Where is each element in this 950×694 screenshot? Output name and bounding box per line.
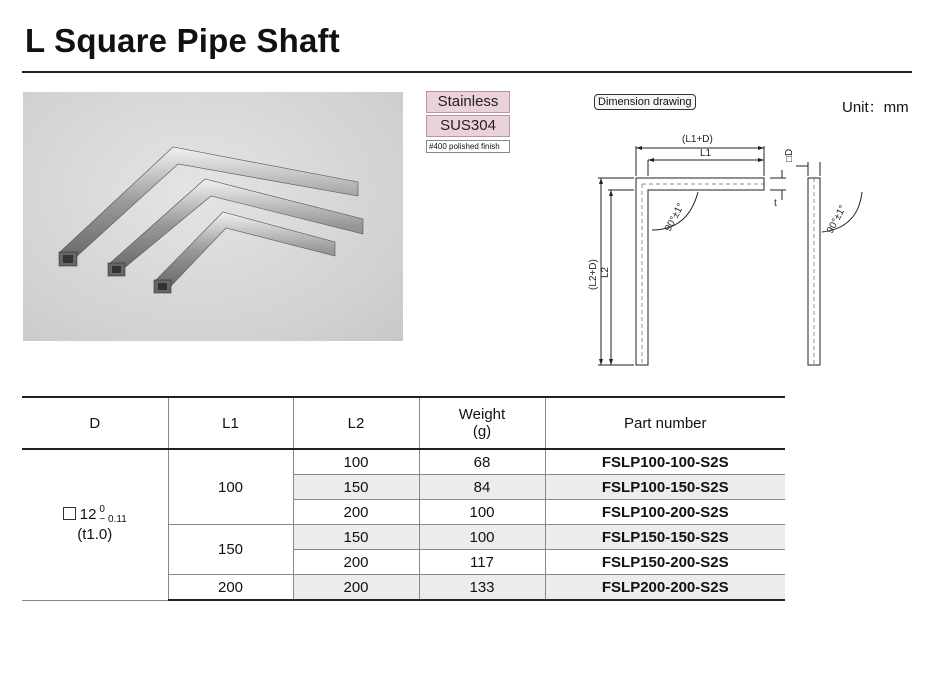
material-spec bbox=[426, 91, 510, 153]
l2-cell: 200 bbox=[293, 575, 419, 601]
d-tolerance bbox=[99, 505, 126, 525]
header-weight-text: Weight bbox=[458, 406, 506, 423]
header-weight-unit: (g) bbox=[472, 423, 492, 440]
header-d: D bbox=[22, 397, 168, 449]
weight-cell: 133 bbox=[419, 575, 545, 601]
d-size-value: 12 bbox=[79, 505, 97, 523]
header-l1: L1 bbox=[168, 397, 293, 449]
product-photo bbox=[23, 92, 403, 341]
material-grade-badge: SUS304 bbox=[426, 115, 510, 137]
square-symbol-icon bbox=[63, 507, 76, 520]
dimension-drawing bbox=[570, 120, 890, 380]
page-title: L Square Pipe Shaft bbox=[25, 22, 340, 59]
tol-upper: 0 bbox=[99, 503, 105, 515]
l2-plus-d-label: (L2+D) bbox=[588, 259, 599, 290]
square-d-label: □D bbox=[784, 148, 795, 162]
surface-finish-note: #400 polished finish bbox=[426, 140, 510, 153]
d-size-cell bbox=[22, 449, 168, 600]
part-number-cell[interactable]: FSLP200-200-S2S bbox=[545, 575, 785, 601]
l-pipe-photo-graphic bbox=[23, 92, 403, 341]
thickness-t-label: t bbox=[774, 198, 777, 209]
dimension-drawing-badge: Dimension drawing bbox=[594, 94, 696, 110]
l1-cell: 150 bbox=[168, 525, 293, 575]
l2-cell: 200 bbox=[293, 550, 419, 575]
material-type-badge: Stainless bbox=[426, 91, 510, 113]
table-header-row bbox=[22, 397, 785, 449]
part-number-cell[interactable]: FSLP100-150-S2S bbox=[545, 475, 785, 500]
weight-cell: 100 bbox=[419, 525, 545, 550]
header-part-number: Part number bbox=[545, 397, 785, 449]
l2-cell: 150 bbox=[293, 475, 419, 500]
l1-label: L1 bbox=[700, 148, 712, 159]
header-weight bbox=[419, 397, 545, 449]
spec-table bbox=[22, 396, 785, 601]
l2-cell: 150 bbox=[293, 525, 419, 550]
l1-plus-d-label: (L1+D) bbox=[682, 134, 713, 145]
l-shape-centerline bbox=[642, 184, 764, 365]
table-row bbox=[22, 449, 785, 475]
part-number-cell[interactable]: FSLP150-200-S2S bbox=[545, 550, 785, 575]
weight-cell: 68 bbox=[419, 449, 545, 475]
l1-cell: 100 bbox=[168, 449, 293, 525]
tol-lower: − 0.11 bbox=[99, 513, 127, 525]
part-number-cell[interactable]: FSLP100-200-S2S bbox=[545, 500, 785, 525]
weight-cell: 100 bbox=[419, 500, 545, 525]
part-number-cell[interactable]: FSLP100-100-S2S bbox=[545, 449, 785, 475]
l1-cell: 200 bbox=[168, 575, 293, 601]
weight-cell: 117 bbox=[419, 550, 545, 575]
title-rule bbox=[22, 71, 912, 73]
angle-label-front: 90°±1° bbox=[662, 201, 687, 234]
part-number-cell[interactable]: FSLP150-150-S2S bbox=[545, 525, 785, 550]
unit-label: Unit：mm bbox=[842, 99, 909, 116]
l-shape-outline bbox=[636, 178, 764, 365]
header-l2: L2 bbox=[293, 397, 419, 449]
angle-label-side: 90°±1° bbox=[824, 203, 849, 236]
l2-cell: 200 bbox=[293, 500, 419, 525]
l2-label: L2 bbox=[600, 266, 611, 278]
d-thickness: (t1.0) bbox=[77, 525, 113, 543]
l2-cell: 100 bbox=[293, 449, 419, 475]
weight-cell: 84 bbox=[419, 475, 545, 500]
